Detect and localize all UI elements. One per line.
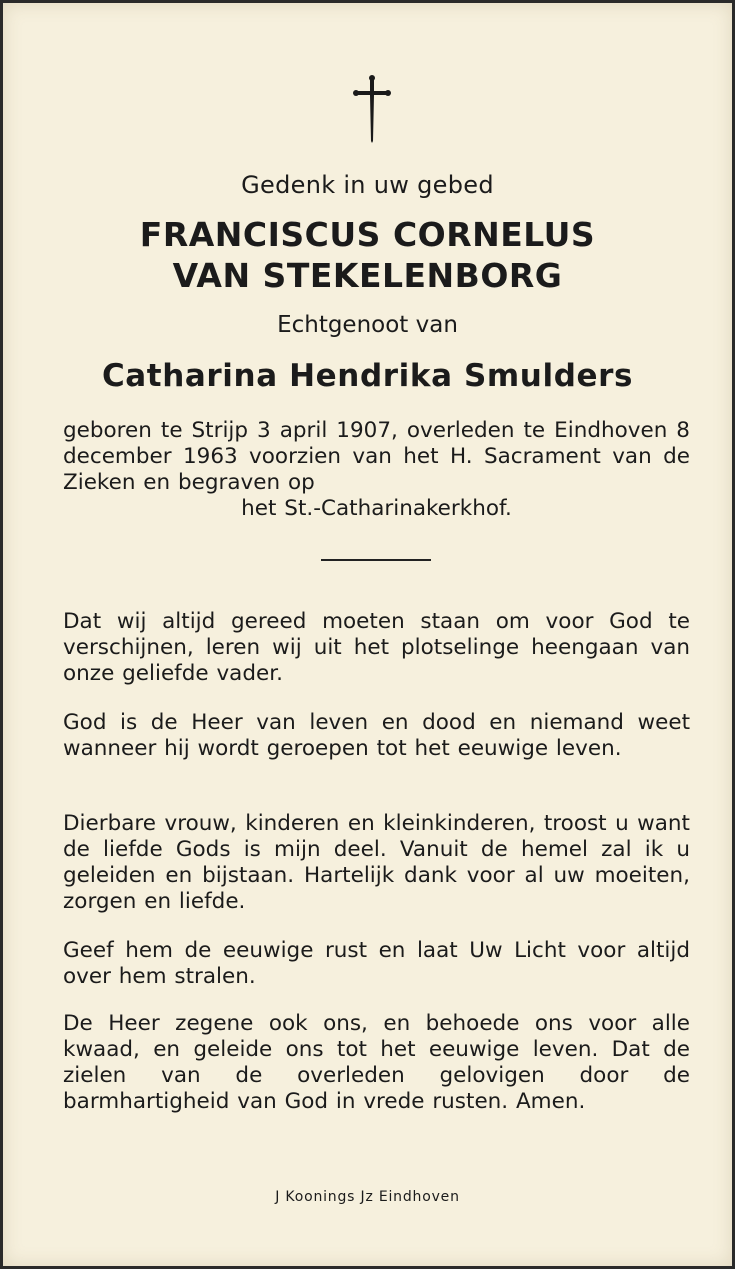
memorial-card: [3, 3, 732, 1266]
prayer-paragraph: God is de Heer van leven en dood en niemand weet wanneer hij wordt geroepen tot het eeuwige leven.: [63, 710, 690, 761]
biography-last-line: het St.-Catharinakerkhof.: [241, 496, 512, 521]
biography: [63, 418, 690, 522]
cross-icon: [352, 75, 392, 145]
header-text: Gedenk in uw gebed: [241, 171, 494, 199]
printer-credit: J Koonings Jz Eindhoven: [275, 1189, 460, 1205]
relation-text: Echtgenoot van: [277, 312, 458, 338]
prayer-paragraph: Dat wij altijd gereed moeten staan om voor God te verschijnen, leren wij uit het plotselinge heengaan van onze geliefde vader.: [63, 609, 690, 686]
deceased-name-line1: FRANCISCUS CORNELUS: [139, 215, 596, 254]
spouse-name: Catharina Hendrika Smulders: [101, 358, 634, 394]
deceased-name-line2: VAN STEKELENBORG: [172, 256, 563, 295]
prayer-paragraph: Geef hem de eeuwige rust en laat Uw Licht voor altijd over hem stralen.: [63, 938, 690, 989]
prayer-paragraph: De Heer zegene ook ons, en behoede ons voor alle kwaad, en geleide ons tot het eeuwige leven. Dat de zielen van de overleden gelovigen door de barmhartigheid van God in vrede rusten. Amen.: [63, 1011, 690, 1114]
biography-main: geboren te Strijp 3 april 1907, overleden te Eindhoven 8 december 1963 voorzien van het H. Sacrament van de Zieken en begraven op: [63, 418, 690, 495]
prayer-paragraph: Dierbare vrouw, kinderen en kleinkinderen, troost u want de liefde Gods is mijn deel. Vanuit de hemel zal ik u geleiden en bijstaan. Hartelijk dank voor al uw moeiten, zorgen en liefde.: [63, 811, 690, 914]
divider: [321, 559, 431, 561]
